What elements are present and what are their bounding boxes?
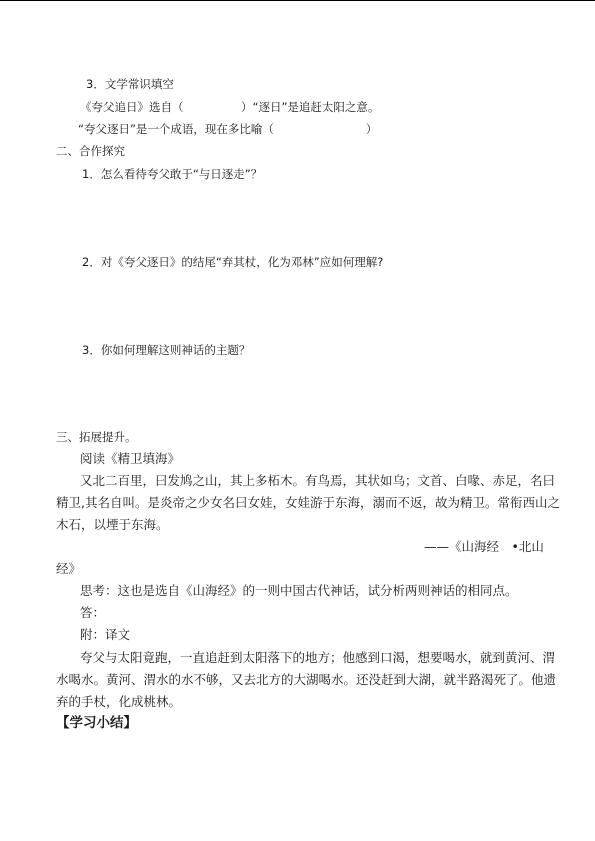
think-question: 思考：这也是选自《山海经》的一则中国古代神话，试分析两则神话的相同点。 — [80, 583, 518, 598]
top-rule — [0, 0, 595, 1]
study-summary-heading: 【学习小结】 — [56, 715, 137, 731]
fill-line-1: 《夸父追日》选自（ ）“逐日”是追赶太阳之意。 — [80, 100, 380, 114]
translation-line-2: 水喝水。黄河、渭水的水不够，又去北方的大湖喝水。还没赶到大湖，就半路渴死了。他遗 — [56, 672, 557, 687]
source-citation: ——《山海经 •北山 — [424, 539, 544, 554]
question-2: 2．对《夸父逐日》的结尾“弃其杖，化为邓林”应如何理解? — [82, 255, 384, 269]
appendix-label: 附：译文 — [80, 627, 131, 642]
section-three-title: 三、拓展提升。 — [56, 430, 137, 444]
fill-line-2: “夸父逐日”是一个成语，现在多比喻（ ） — [78, 122, 378, 136]
translation-line-3: 弃的手杖，化成桃林。 — [56, 694, 182, 709]
classical-text-line-2: 精卫,其名自叫。是炎帝之少女名曰女娃，女娃游于东海，溺而不返，故为精卫。常衔西山之 — [56, 495, 560, 510]
question-3: 3．你如何理解这则神话的主题？ — [82, 343, 251, 357]
classical-text-line-1: 又北二百里，曰发鸠之山，其上多柘木。有鸟焉，其状如乌；文首、白喙、赤足，名曰 — [80, 473, 556, 488]
question-1: 1．怎么看待夸父敢于“与日逐走”？ — [82, 167, 263, 181]
answer-label: 答： — [80, 605, 106, 620]
classical-text-line-3: 木石，以堙于东海。 — [56, 517, 169, 532]
item3-title: 3．文学常识填空 — [86, 77, 174, 91]
translation-line-1: 夸父与太阳竟跑，一直追赶到太阳落下的地方；他感到口渴，想要喝水，就到黄河、渭 — [80, 650, 556, 665]
section-two-title: 二、合作探究 — [56, 144, 125, 158]
reading-title: 阅读《精卫填海》 — [80, 451, 181, 466]
source-citation-cont: 经》 — [56, 561, 82, 576]
